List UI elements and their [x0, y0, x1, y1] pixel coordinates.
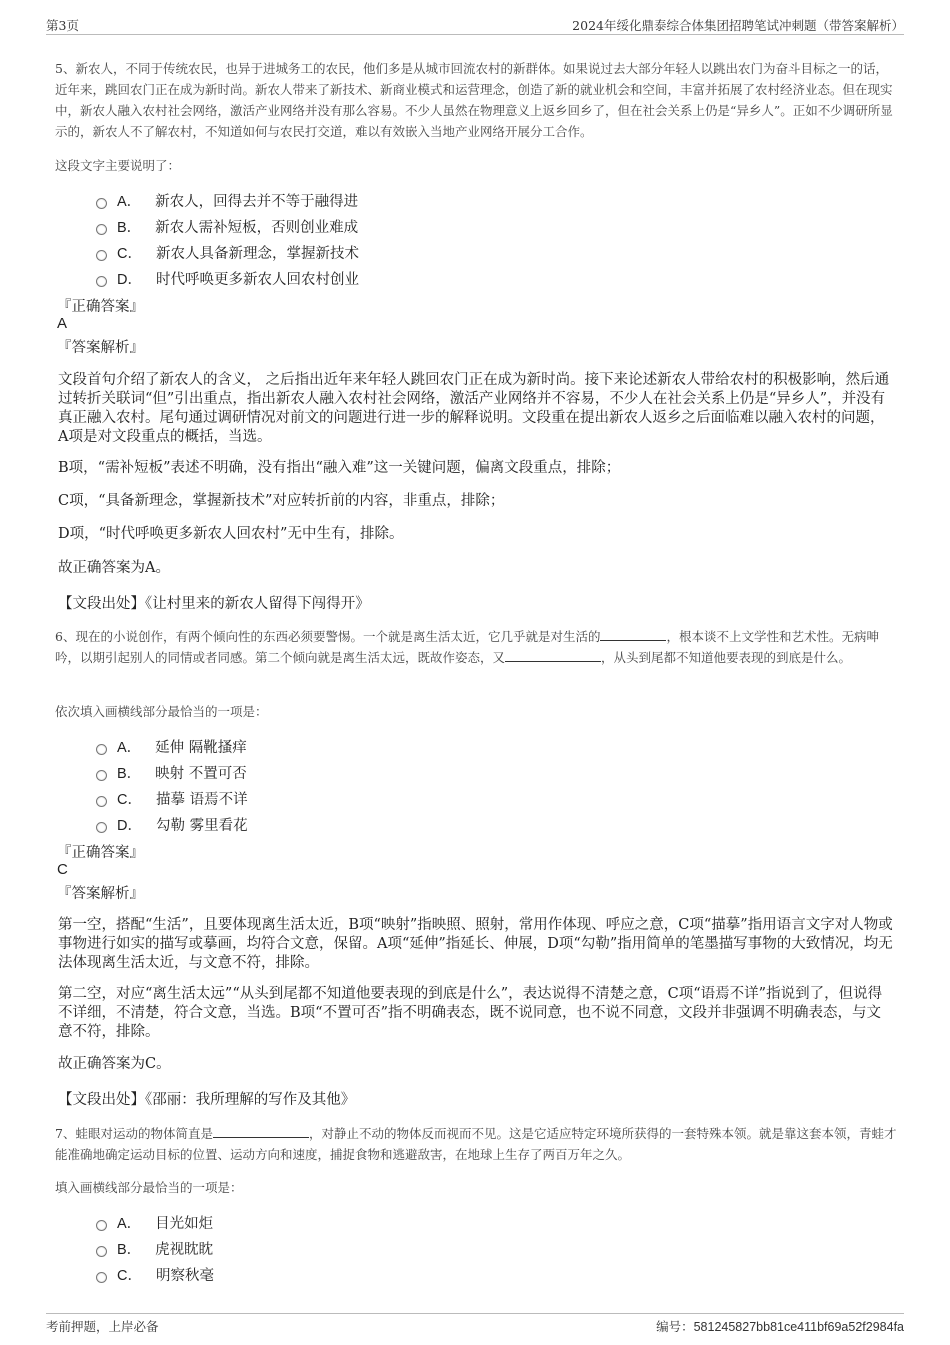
radio-icon[interactable]: [96, 822, 107, 833]
page-number: 第3页: [46, 18, 79, 33]
radio-icon[interactable]: [96, 198, 107, 209]
fill-blank: [600, 628, 666, 641]
analysis-label: 『答案解析』: [57, 340, 144, 356]
analysis-paragraph: 第二空，对应“离生活太远”“从头到尾都不知道他要表现的到底是什么”，表达说得不清楚之意，C项“语焉不详”指说到了，但说得不详细，不清楚，符合文意，当选。B项“不置可否”指不明确表态，既不说同意，也不说不同意，文段并非强调不明确表态，与文意不符，排除。: [58, 986, 883, 1040]
option-c[interactable]: C． 描摹 语焉不详: [96, 785, 248, 811]
correct-answer: C: [57, 861, 68, 878]
question-5-options: [96, 187, 359, 291]
analysis-paragraph: B项，“需补短板”表述不明确，没有指出“融入难”这一关键问题，偏离文段重点，排除；: [58, 460, 621, 476]
option-a[interactable]: A． 目光如炬: [96, 1209, 214, 1235]
analysis-paragraph: C项，“具备新理念，掌握新技术”对应转折前的内容，非重点，排除；: [58, 493, 505, 509]
analysis-conclusion: 故正确答案为A。: [58, 560, 170, 576]
option-d[interactable]: D． 时代呼唤更多新农人回农村创业: [96, 265, 359, 291]
option-c[interactable]: C． 新农人具备新理念，掌握新技术: [96, 239, 359, 265]
document-code: 编号：581245827bb81ce411bf69a52f2984fa: [656, 1319, 904, 1334]
question-7-options: [96, 1209, 214, 1287]
radio-icon[interactable]: [96, 1220, 107, 1231]
question-7-text: 7、蛙眼对运动的物体简直是 ，对静止不动的物体反而视而不见。这是它适应特定环境所获得的一套特殊本领。就是靠这套本领，青蛙才能准确地确定运动目标的位置、运动方向和速度，捕捉食物和逃避敌害，在地球上生存了两百万年之久。: [55, 1126, 897, 1162]
radio-icon[interactable]: [96, 276, 107, 287]
option-d[interactable]: D． 勾勒 雾里看花: [96, 811, 248, 837]
radio-icon[interactable]: [96, 770, 107, 781]
option-a[interactable]: A． 新农人，回得去并不等于融得进: [96, 187, 359, 213]
analysis-paragraph: 第一空，搭配“生活”，且要体现离生活太近，B项“映射”指映照、照射，常用作体现、呼应之意，C项“描摹”指用语言文字对人物或事物进行如实的描写或摹画，均符合文意，保留。A项“延伸”指延长、伸展，D项“勾勒”指用简单的笔墨描写事物的大致情况，均无法体现离生活太近，与文意不符，排除。: [58, 917, 893, 971]
radio-icon[interactable]: [96, 796, 107, 807]
analysis-paragraph: 文段首句介绍了新农人的含义， 之后指出近年来年轻人跳回农门正在成为新时尚。接下来论述新农人带给农村的积极影响，然后通过转折关联词“但”引出重点，指出新农人融入农村社会网络，激活产业网络并不容易，不少人在社会关系上仍是“异乡人”，并没有真正融入农村。尾句通过调研情况对前文的问题进行进一步的解释说明。文段重在提出新农人返乡之后面临难以融入农村的问题，A项是对文段重点的概括，当选。: [58, 372, 890, 445]
source-citation: 【文段出处】《让村里来的新农人留得下闯得开》: [58, 596, 370, 612]
question-7-prompt: 填入画横线部分最恰当的一项是：: [55, 1180, 243, 1195]
page-footer: [46, 1313, 904, 1335]
option-b[interactable]: B． 虎视眈眈: [96, 1235, 214, 1261]
source-citation: 【文段出处】《邵丽：我所理解的写作及其他》: [58, 1092, 356, 1108]
option-b[interactable]: B． 映射 不置可否: [96, 759, 248, 785]
option-c[interactable]: C． 明察秋毫: [96, 1261, 214, 1287]
document-title: 2024年绥化鼎泰综合体集团招聘笔试冲刺题（带答案解析）: [572, 18, 904, 33]
analysis-label: 『答案解析』: [57, 886, 144, 902]
footer-slogan: 考前押题，上岸必备: [46, 1319, 159, 1334]
analysis-paragraph: D项，“时代呼唤更多新农人回农村”无中生有，排除。: [58, 526, 404, 542]
radio-icon[interactable]: [96, 1246, 107, 1257]
radio-icon[interactable]: [96, 744, 107, 755]
fill-blank: [213, 1125, 309, 1138]
question-5-prompt: 这段文字主要说明了：: [55, 158, 181, 173]
radio-icon[interactable]: [96, 1272, 107, 1283]
answer-label: 『正确答案』: [57, 845, 144, 861]
option-b[interactable]: B． 新农人需补短板，否则创业难成: [96, 213, 359, 239]
question-6-options: [96, 733, 248, 837]
correct-answer: A: [57, 315, 68, 332]
analysis-conclusion: 故正确答案为C。: [58, 1056, 171, 1072]
page-header: [46, 16, 904, 35]
question-6-text: 6、现在的小说创作，有两个倾向性的东西必须要警惕。一个就是离生活太近，它几乎就是对生活的 ，根本谈不上文学性和艺术性。无病呻吟，以期引起别人的同情或者同感。第二个倾向就是离生活太远，既故作姿态，又 ，从头到尾都不知道他要表现的到底是什么。: [55, 629, 879, 665]
answer-label: 『正确答案』: [57, 299, 144, 315]
question-6-prompt: 依次填入画横线部分最恰当的一项是：: [55, 704, 268, 719]
radio-icon[interactable]: [96, 250, 107, 261]
option-a[interactable]: A． 延伸 隔靴搔痒: [96, 733, 248, 759]
radio-icon[interactable]: [96, 224, 107, 235]
fill-blank: [505, 649, 601, 662]
question-5-text: 5、新农人，不同于传统农民，也异于进城务工的农民，他们多是从城市回流农村的新群体。如果说过去大部分年轻人以跳出农门为奋斗目标之一的话，近年来，跳回农门正在成为新时尚。新农人带来了新技术、新商业模式和运营理念，创造了新的就业机会和空间，丰富并拓展了农村经济业态。但在现实中，新农人融入农村社会网络，激活产业网络并没有那么容易。不少人虽然在物理意义上返乡回乡了，但在社会关系上仍是“异乡人”。正如不少调研所显示的，新农人不了解农村，不知道如何与农民打交道，难以有效嵌入当地产业网络开展分工合作。: [55, 61, 893, 139]
